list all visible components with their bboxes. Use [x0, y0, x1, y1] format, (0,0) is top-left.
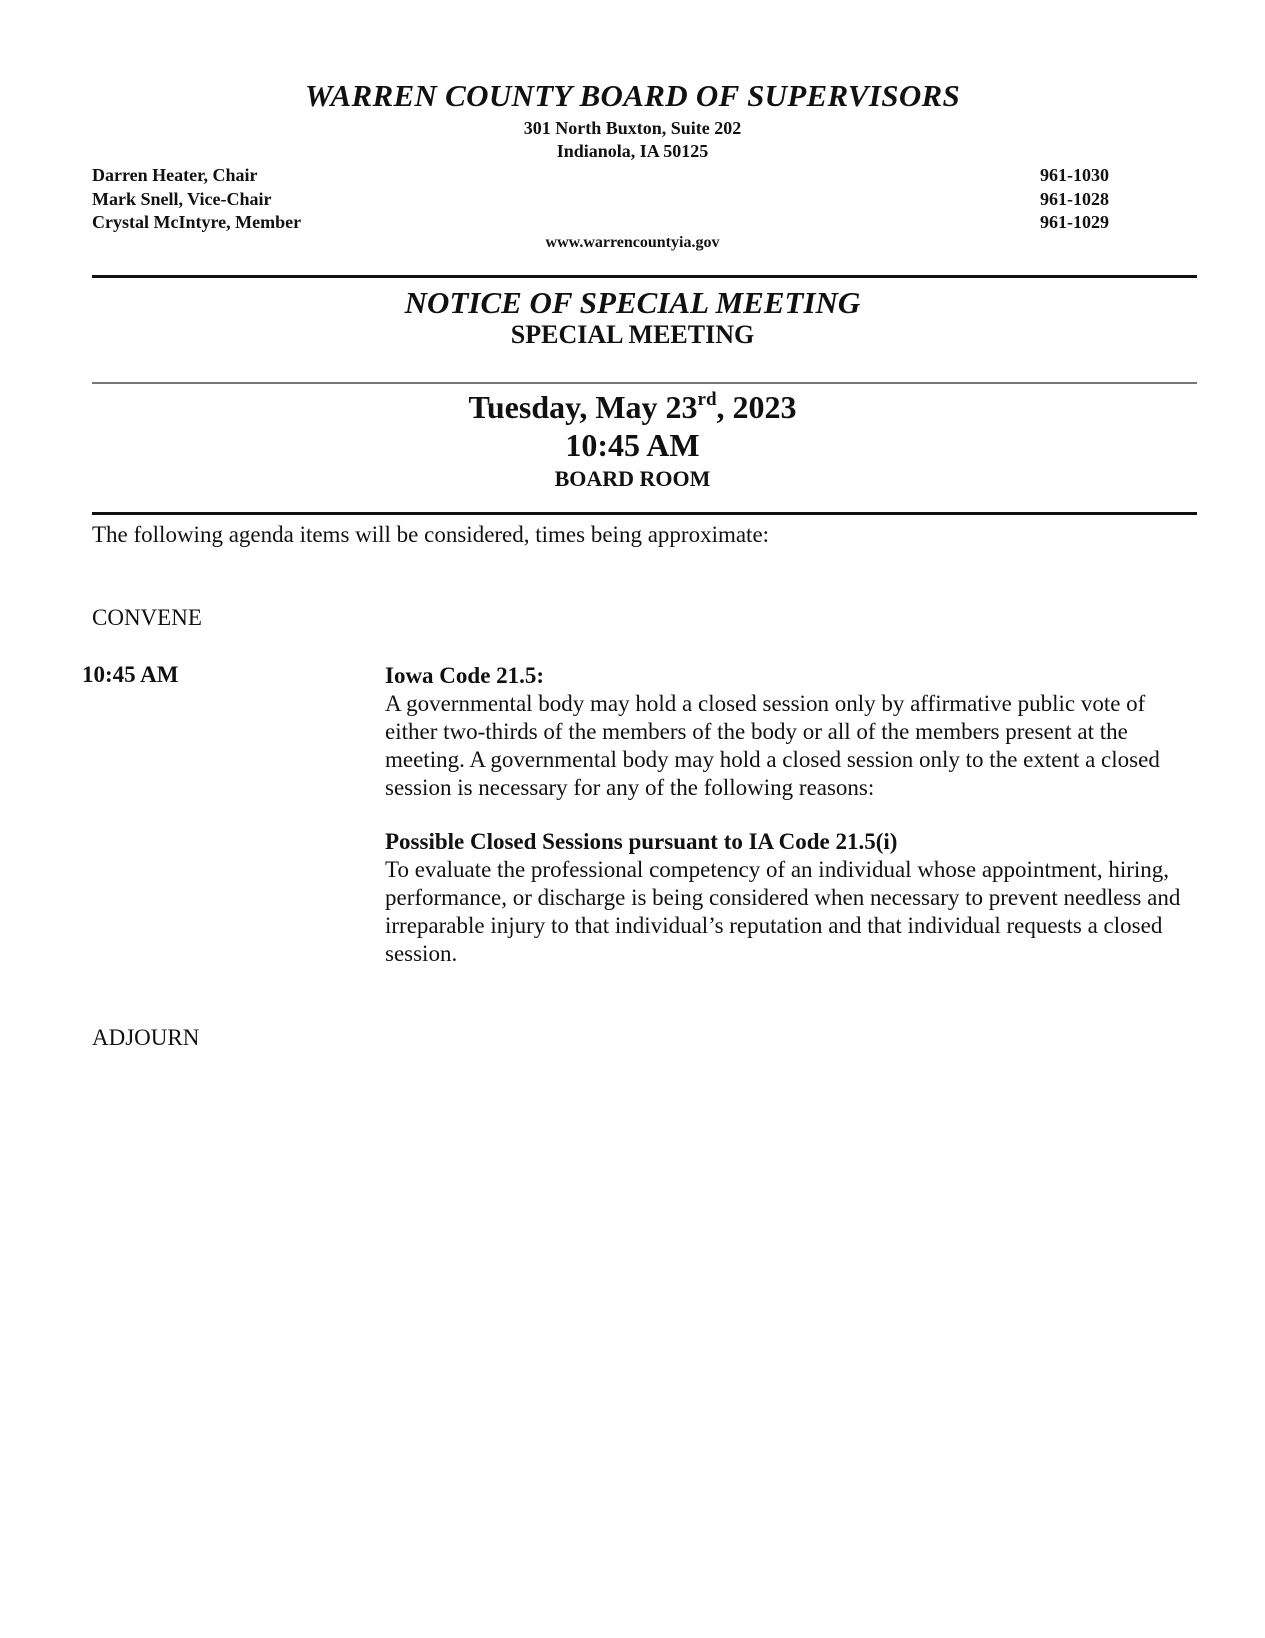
board-phones-list — [1040, 164, 1109, 235]
notice-subtitle: SPECIAL MEETING — [510, 320, 755, 349]
meeting-location: BOARD ROOM — [554, 466, 711, 491]
agenda-item-body — [385, 662, 1200, 968]
address-line-1: 301 North Buxton, Suite 202 — [523, 118, 742, 138]
agenda-adjourn: ADJOURN — [92, 1025, 200, 1050]
meeting-date — [0, 389, 1265, 426]
meeting-date-ordinal: rd — [697, 389, 717, 410]
agenda-item-subheading: Possible Closed Sessions pursuant to IA Code 21.5(i) — [385, 829, 898, 854]
agenda-item-text: A governmental body may hold a closed session only by affirmative public vote of either two-thirds of the members of the body or all of the members present at the meeting. A governmental body may hold a closed session only to the extent a closed session is necessary for any of the following reasons: — [385, 691, 1160, 800]
agenda-intro: The following agenda items will be considered, times being approximate: — [92, 522, 770, 547]
member-name: Mark Snell, Vice-Chair — [92, 188, 272, 209]
website-link[interactable]: www.warrencountyia.gov — [545, 234, 720, 251]
divider — [92, 512, 1197, 515]
meeting-date-year: , 2023 — [716, 389, 797, 425]
divider — [92, 382, 1197, 384]
member-name: Darren Heater, Chair — [92, 165, 258, 185]
meeting-date-main: Tuesday, May 23 — [468, 389, 698, 425]
spacer — [385, 802, 1200, 828]
meeting-time: 10:45 AM — [565, 427, 700, 463]
member-phone: 961-1030 — [1040, 165, 1109, 185]
notice-title: NOTICE OF SPECIAL MEETING — [404, 285, 861, 320]
board-members-list — [92, 164, 301, 235]
agenda-item-time: 10:45 AM — [82, 662, 179, 687]
address-line-2: Indianola, IA 50125 — [556, 141, 709, 161]
member-name: Crystal McIntyre, Member — [92, 212, 302, 232]
member-phone: 961-1029 — [1040, 212, 1109, 232]
member-phone: 961-1028 — [1040, 188, 1109, 209]
org-title: WARREN COUNTY BOARD OF SUPERVISORS — [304, 78, 961, 113]
agenda-item-subtext: To evaluate the professional competency of an individual whose appointment, hiring, performance, or discharge is being considered when necessary to prevent needless and irreparable injury to that individual’s reputation and that individual requests a closed session. — [385, 857, 1181, 966]
agenda-convene: CONVENE — [92, 605, 202, 630]
agenda-item-heading: Iowa Code 21.5: — [385, 663, 545, 688]
divider — [92, 275, 1197, 278]
